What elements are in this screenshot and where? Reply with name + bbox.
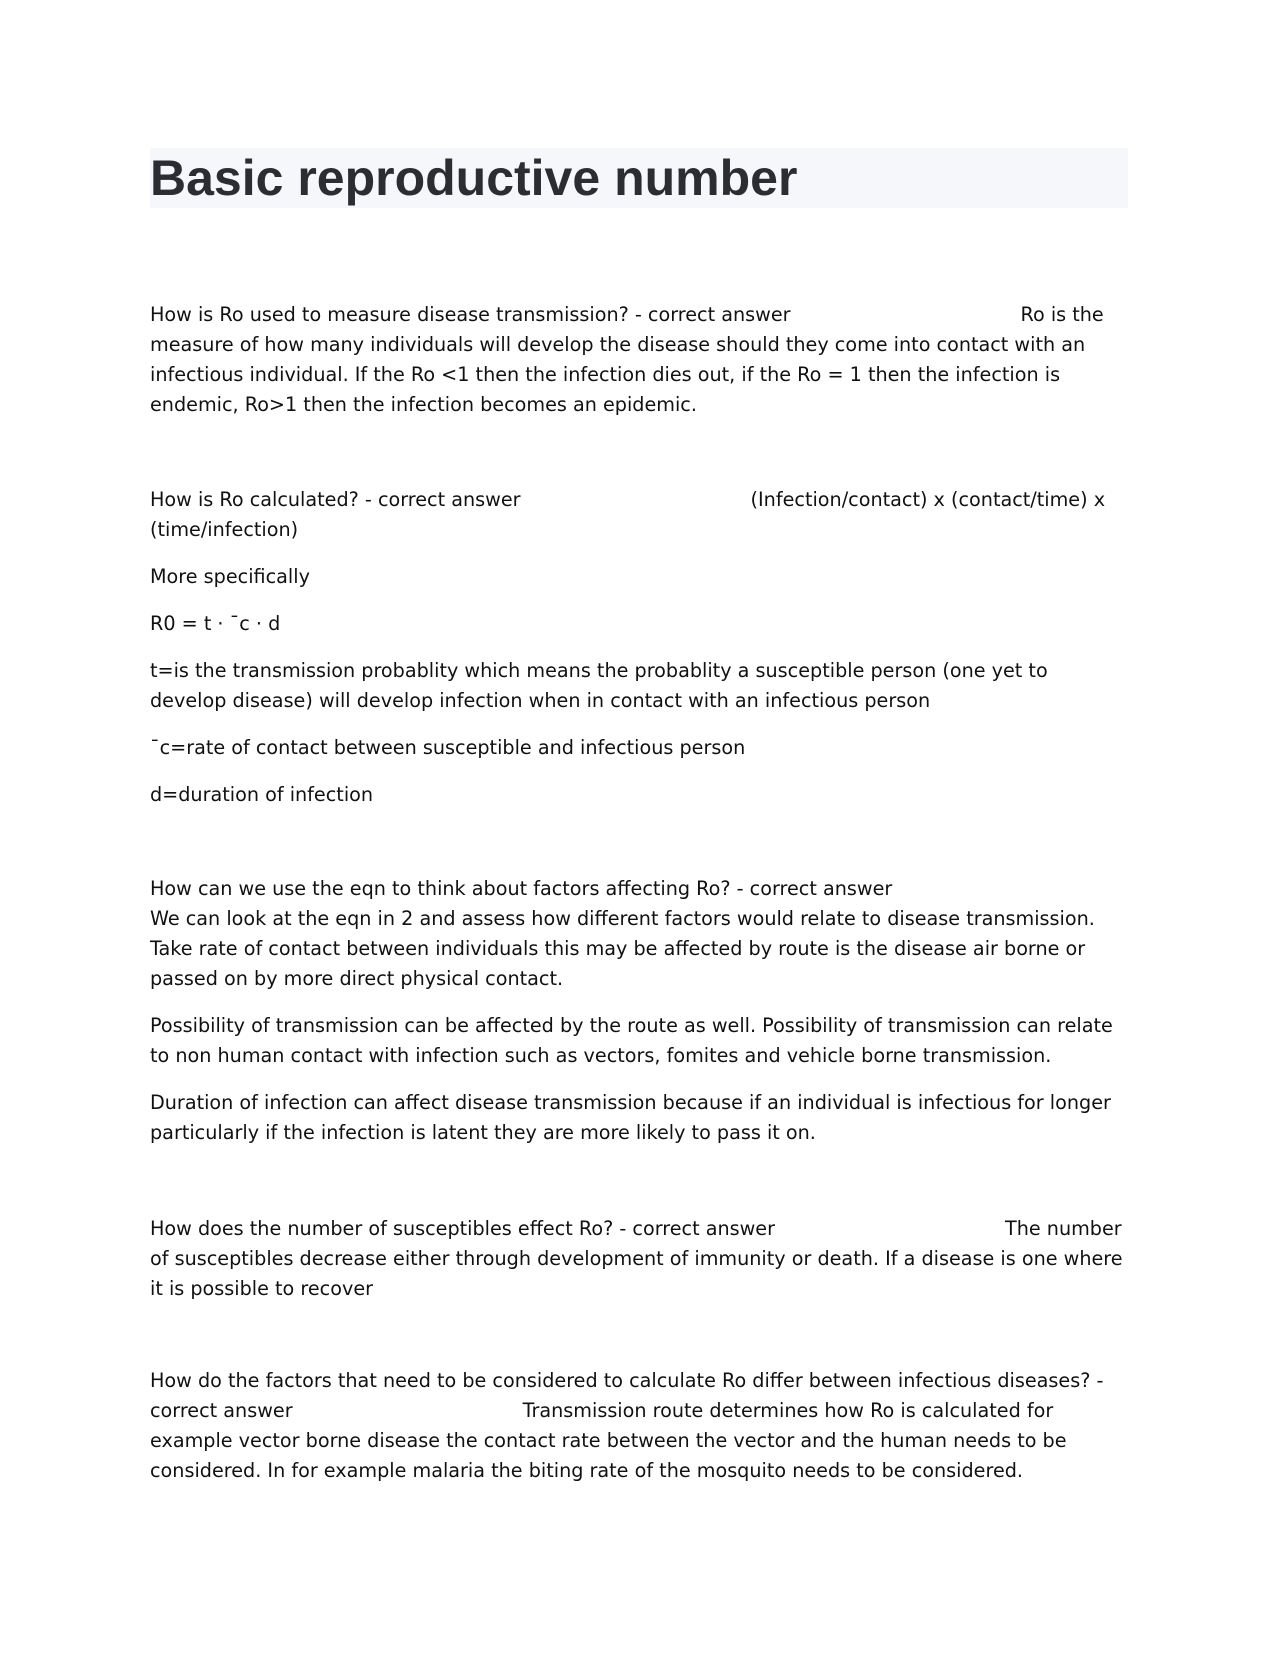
qa-paragraph xyxy=(150,1366,1130,1486)
qa-block-4 xyxy=(150,1214,1130,1304)
formula-line: R0 = t · ¯c · d xyxy=(150,612,281,635)
qa-answer: We can look at the eqn in 2 and assess how different factors would relate to disease transmission. Take rate of contact between individuals this may be affected by route is the disease air borne or passed on by more direct physical contact. xyxy=(150,907,1095,990)
qa-paragraph xyxy=(150,300,1130,420)
qa-block-2 xyxy=(150,485,1130,810)
qa-answer: Ro is the measure of how many individuals will develop the disease should they come into contact with an infectious individual. If the Ro <1 then the infection dies out, if the Ro = 1 then the infection is endemic, Ro>1 then the infection becomes an epidemic. xyxy=(150,303,1104,416)
qa-extra-line: d=duration of infection xyxy=(150,783,374,806)
qa-question: How is Ro calculated? - correct answer xyxy=(150,488,521,511)
qa-extra-line: Duration of infection can affect disease transmission because if an individual is infectious for longer particularly if the infection is latent they are more likely to pass it on. xyxy=(150,1091,1111,1144)
qa-block-5 xyxy=(150,1366,1130,1486)
qa-answer: Transmission route determines how Ro is calculated for example vector borne disease the contact rate between the vector and the human needs to be considered. In for example malaria the biting rate of the mosquito needs to be considered. xyxy=(150,1399,1067,1482)
qa-paragraph xyxy=(150,485,1130,545)
page-title: Basic reproductive number xyxy=(150,150,798,206)
qa-extra-line: Possibility of transmission can be affected by the route as well. Possibility of transmission can relate to non human contact with infection such as vectors, fomites and vehicle borne transmission. xyxy=(150,1014,1113,1067)
qa-question: How is Ro used to measure disease transmission? - correct answer xyxy=(150,303,791,326)
qa-paragraph xyxy=(150,1214,1130,1304)
qa-extra-line: ¯c=rate of contact between susceptible and infectious person xyxy=(150,736,746,759)
qa-block-1 xyxy=(150,300,1130,420)
qa-question: How do the factors that need to be considered to calculate Ro differ between infectious diseases? - correct answer xyxy=(150,1369,1104,1422)
qa-question: How can we use the eqn to think about factors affecting Ro? - correct answer xyxy=(150,877,893,900)
qa-extra-line: t=is the transmission probablity which means the probablity a susceptible person (one yet to develop disease) will develop infection when in contact with an infectious person xyxy=(150,659,1048,712)
qa-answer: (Infection/contact) x (contact/time) x (time/infection) xyxy=(150,488,1106,541)
qa-extra-line: More specifically xyxy=(150,565,310,588)
qa-question: How does the number of susceptibles effect Ro? - correct answer xyxy=(150,1217,775,1240)
qa-block-3 xyxy=(150,874,1130,1148)
qa-answer: The number of susceptibles decrease either through development of immunity or death. If a disease is one where it is possible to recover xyxy=(150,1217,1123,1300)
